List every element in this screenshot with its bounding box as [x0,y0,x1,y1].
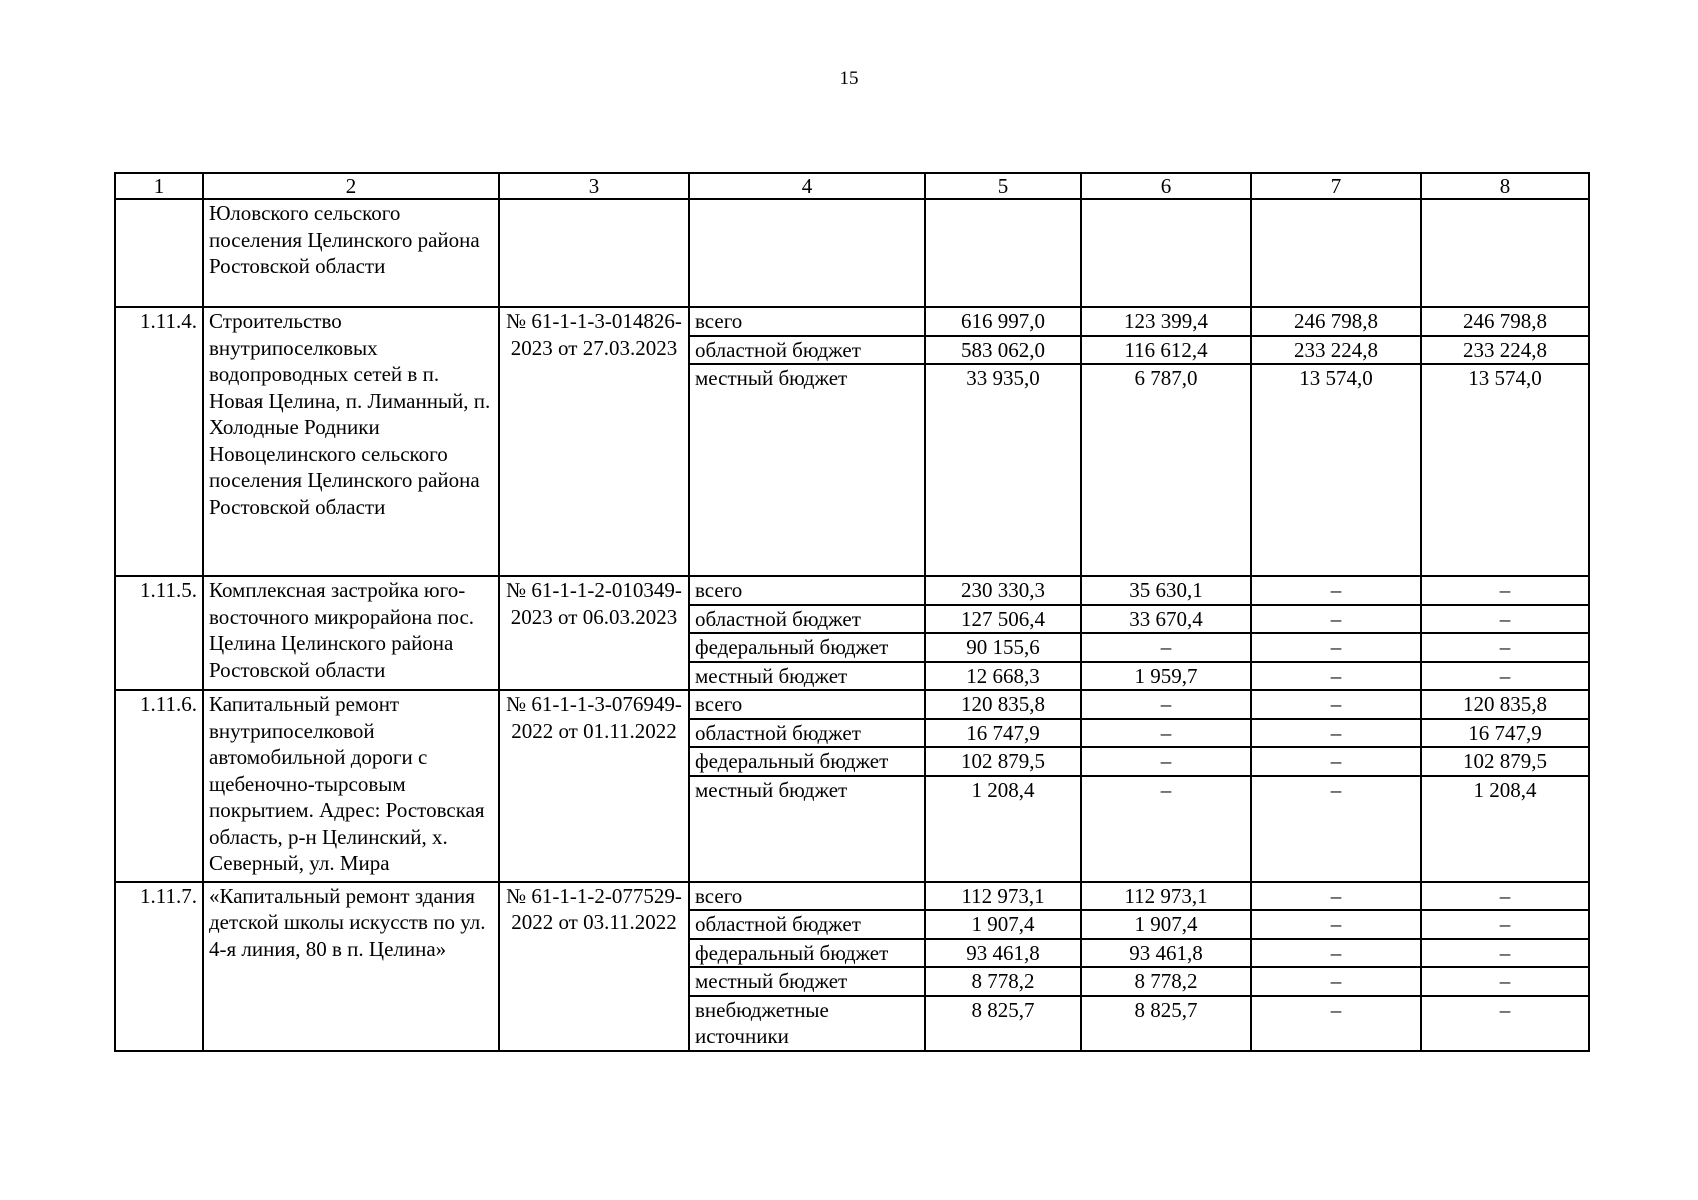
header-cell: 2 [203,173,499,199]
amount-v8: 120 835,8 [1421,690,1589,719]
amount-v6: 33 670,4 [1081,605,1251,634]
funding-source: внебюджетные источники [689,996,925,1051]
amount-v5: 583 062,0 [925,336,1081,365]
amount-v5: 127 506,4 [925,605,1081,634]
amount-v8: – [1421,576,1589,605]
amount-v8: – [1421,882,1589,911]
amount-v8: 246 798,8 [1421,307,1589,336]
amount-v5: 33 935,0 [925,364,1081,576]
amount-v7: – [1251,633,1421,662]
amount-v5: 230 330,3 [925,576,1081,605]
amount-v7: – [1251,996,1421,1051]
amount-v8: – [1421,996,1589,1051]
name-cell: Юловского сельского поселения Целинского района Ростовской области [203,199,499,307]
amount-v5: 8 825,7 [925,996,1081,1051]
code-cell [115,199,203,307]
amount-v6: 6 787,0 [1081,364,1251,576]
amount-v7: – [1251,776,1421,882]
amount-v7: 233 224,8 [1251,336,1421,365]
funding-source: федеральный бюджет [689,633,925,662]
amount-v7: – [1251,690,1421,719]
header-cell: 4 [689,173,925,199]
entry-code: 1.11.5. [115,576,203,690]
header-cell: 1 [115,173,203,199]
amount-v6: 112 973,1 [1081,882,1251,911]
amount-v8: – [1421,662,1589,691]
amount-v7: – [1251,605,1421,634]
entry-document: № 61-1-1-3-076949-2022 от 01.11.2022 [499,690,689,882]
funding-source: всего [689,690,925,719]
amount-v5: 616 997,0 [925,307,1081,336]
amount-v8: – [1421,910,1589,939]
amount-v7: 13 574,0 [1251,364,1421,576]
table-row [115,690,1589,719]
header-cell: 3 [499,173,689,199]
amount-v7: – [1251,719,1421,748]
amount-v8: 16 747,9 [1421,719,1589,748]
funding-source: федеральный бюджет [689,747,925,776]
amount-v6: 116 612,4 [1081,336,1251,365]
amount-v5: 8 778,2 [925,967,1081,996]
header-cell: 7 [1251,173,1421,199]
funding-source: областной бюджет [689,605,925,634]
amount-v6: – [1081,747,1251,776]
entry-document: № 61-1-1-2-010349-2023 от 06.03.2023 [499,576,689,690]
table-row [115,576,1589,605]
entry-document: № 61-1-1-2-077529-2022 от 03.11.2022 [499,882,689,1051]
table-row [115,307,1589,336]
entry-name: Строительство внутрипоселковых водопроводных сетей в п. Новая Целина, п. Лиманный, п. Холодные Родники Новоцелинского сельского поселения Целинского района Ростовской области [203,307,499,576]
funding-source: всего [689,307,925,336]
amount-v6: 1 907,4 [1081,910,1251,939]
amount-v8: 13 574,0 [1421,364,1589,576]
entry-code: 1.11.7. [115,882,203,1051]
amount-v8: 102 879,5 [1421,747,1589,776]
funding-source: областной бюджет [689,910,925,939]
value-cell [1081,199,1251,307]
funding-source: местный бюджет [689,364,925,576]
amount-v6: 8 778,2 [1081,967,1251,996]
amount-v7: 246 798,8 [1251,307,1421,336]
entry-name: Комплексная застройка юго-восточного микрорайона пос. Целина Целинского района Ростовской области [203,576,499,690]
amount-v8: 1 208,4 [1421,776,1589,882]
amount-v6: 8 825,7 [1081,996,1251,1051]
header-row [115,173,1589,199]
funding-source: местный бюджет [689,967,925,996]
amount-v5: 12 668,3 [925,662,1081,691]
amount-v8: – [1421,967,1589,996]
amount-v5: 120 835,8 [925,690,1081,719]
header-cell: 8 [1421,173,1589,199]
amount-v5: 93 461,8 [925,939,1081,968]
amount-v5: 1 208,4 [925,776,1081,882]
table-row [115,882,1589,911]
entry-name: Капитальный ремонт внутрипоселковой автомобильной дороги с щебеночно-тырсовым покрытием. Адрес: Ростовская область, р-н Целинский, х. Северный, ул. Мира [203,690,499,882]
header-cell: 5 [925,173,1081,199]
amount-v6: – [1081,776,1251,882]
funding-source: областной бюджет [689,719,925,748]
funding-source: областной бюджет [689,336,925,365]
amount-v7: – [1251,747,1421,776]
amount-v6: – [1081,633,1251,662]
funding-source: местный бюджет [689,776,925,882]
amount-v6: – [1081,690,1251,719]
entry-document: № 61-1-1-3-014826-2023 от 27.03.2023 [499,307,689,576]
table-body [115,173,1589,1051]
amount-v7: – [1251,576,1421,605]
funding-source: всего [689,882,925,911]
funding-source: всего [689,576,925,605]
amount-v8: 233 224,8 [1421,336,1589,365]
amount-v8: – [1421,939,1589,968]
amount-v5: 112 973,1 [925,882,1081,911]
value-cell [1251,199,1421,307]
amount-v6: 93 461,8 [1081,939,1251,968]
amount-v7: – [1251,662,1421,691]
financing-table [114,172,1590,1052]
entry-code: 1.11.6. [115,690,203,882]
amount-v8: – [1421,605,1589,634]
amount-v6: 123 399,4 [1081,307,1251,336]
entry-name: «Капитальный ремонт здания детской школы искусств по ул. 4-я линия, 80 в п. Целина» [203,882,499,1051]
amount-v5: 90 155,6 [925,633,1081,662]
amount-v5: 16 747,9 [925,719,1081,748]
amount-v5: 1 907,4 [925,910,1081,939]
amount-v6: – [1081,719,1251,748]
amount-v7: – [1251,939,1421,968]
value-cell [925,199,1081,307]
value-cell [1421,199,1589,307]
funding-source: федеральный бюджет [689,939,925,968]
amount-v6: 35 630,1 [1081,576,1251,605]
amount-v7: – [1251,967,1421,996]
amount-v7: – [1251,910,1421,939]
continuation-row [115,199,1589,307]
amount-v5: 102 879,5 [925,747,1081,776]
doc-cell [499,199,689,307]
amount-v6: 1 959,7 [1081,662,1251,691]
amount-v8: – [1421,633,1589,662]
entry-code: 1.11.4. [115,307,203,576]
header-cell: 6 [1081,173,1251,199]
page-number: 15 [839,68,859,89]
funding-source: местный бюджет [689,662,925,691]
source-cell [689,199,925,307]
amount-v7: – [1251,882,1421,911]
